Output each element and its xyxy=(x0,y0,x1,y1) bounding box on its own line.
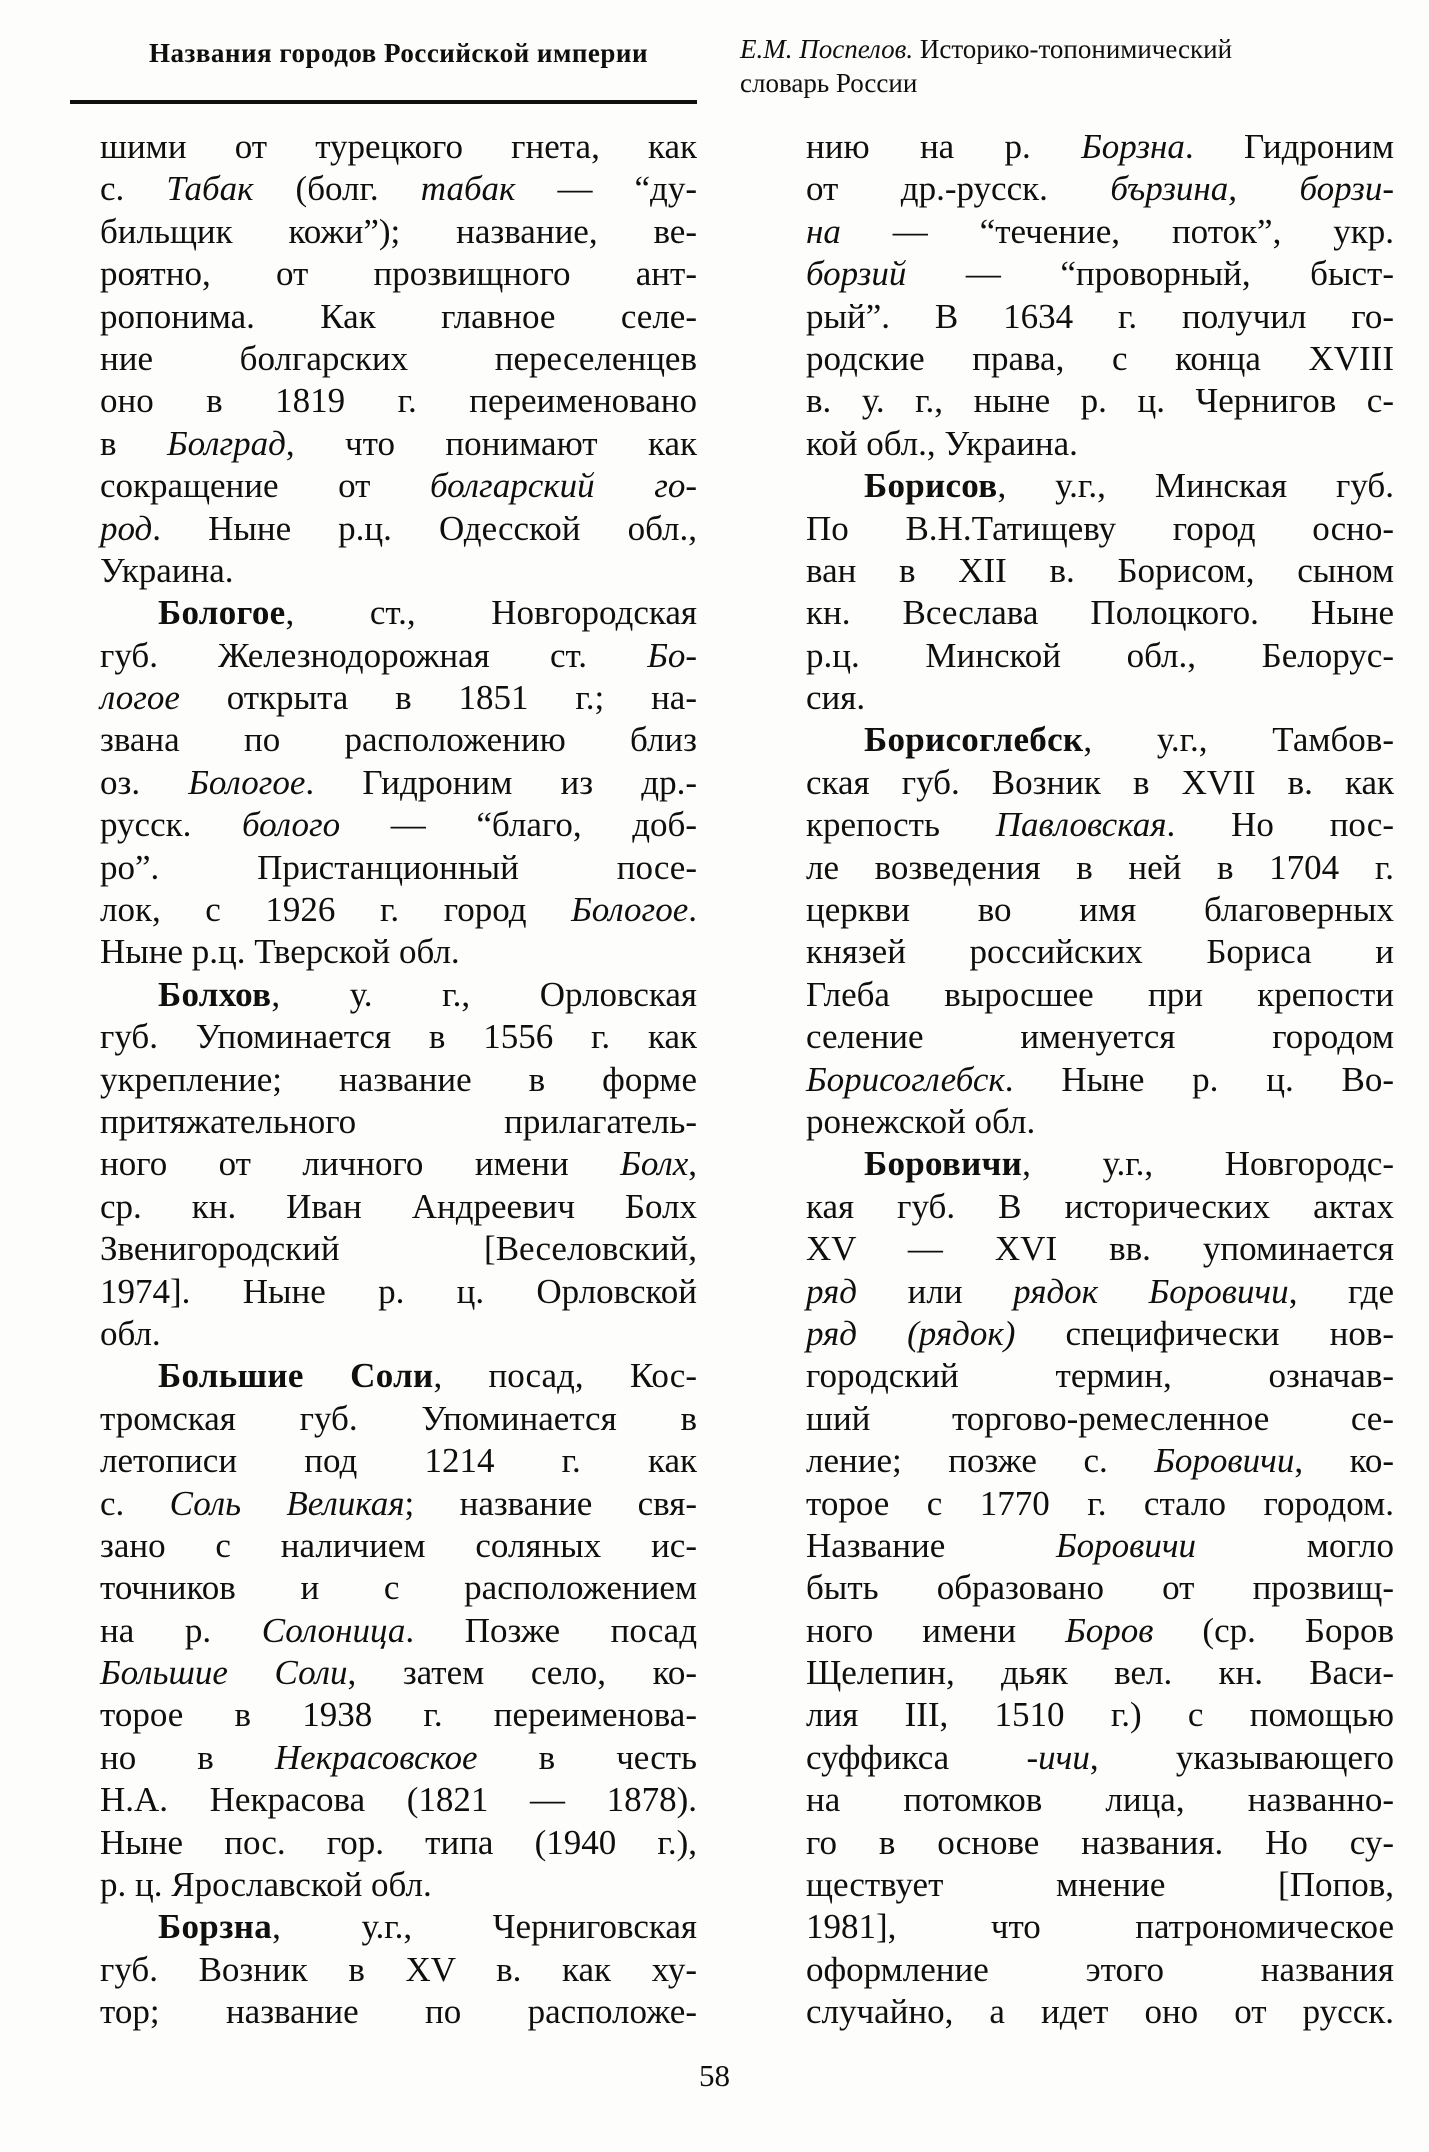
text-line xyxy=(100,1355,697,1397)
text-segment: Солоница xyxy=(261,1610,406,1650)
text-segment: притяжательного прилагатель- xyxy=(100,1101,697,1141)
text-line xyxy=(100,804,697,846)
text-segment: открыта в 1851 г.; на- xyxy=(179,678,697,718)
text-line xyxy=(100,508,697,550)
text-segment: Борисоглебск xyxy=(864,720,1084,760)
text-line xyxy=(806,465,1394,507)
text-segment: ного от личного имени xyxy=(100,1144,621,1184)
text-segment: . Гидроним из др.- xyxy=(305,762,697,802)
text-line xyxy=(806,1398,1394,1440)
text-line xyxy=(100,677,697,719)
text-segment: крепость xyxy=(806,805,996,845)
text-segment: с. xyxy=(100,1483,170,1523)
text-line xyxy=(806,1228,1394,1270)
author-name: Е.М. Поспелов. xyxy=(740,34,914,64)
text-line xyxy=(100,1652,697,1694)
text-segment: оформление этого названия xyxy=(806,1949,1394,1989)
text-segment: звана по расположению близ xyxy=(100,720,697,760)
text-line xyxy=(100,1822,697,1864)
text-segment: случайно, а идет оно от русск. xyxy=(806,1992,1394,2032)
text-segment: . Гидроним xyxy=(1184,127,1394,166)
text-segment: кая губ. В исторических актах xyxy=(806,1186,1394,1226)
text-line xyxy=(100,1694,697,1736)
text-segment: шими от турецкого гнета, как xyxy=(100,127,697,166)
text-line xyxy=(100,211,697,253)
text-segment: губ. Возник в XV в. как ху- xyxy=(100,1949,697,1989)
text-segment: -ичи xyxy=(1026,1737,1090,1777)
text-line xyxy=(806,1694,1394,1736)
text-line xyxy=(806,1271,1394,1313)
text-segment: . Ныне р. ц. Во- xyxy=(1004,1059,1394,1099)
text-segment: р. ц. Ярославской обл. xyxy=(100,1865,432,1905)
text-line xyxy=(100,592,697,634)
text-line xyxy=(100,338,697,380)
text-segment: бързина, борзи- xyxy=(1110,169,1394,209)
text-segment: или xyxy=(857,1271,1014,1311)
text-line xyxy=(100,168,697,210)
book-title: Историко-топонимический xyxy=(913,34,1233,64)
text-segment: в честь xyxy=(477,1737,697,1777)
text-segment: на р. xyxy=(100,1610,262,1650)
text-line xyxy=(100,1440,697,1482)
text-line xyxy=(100,1567,697,1609)
text-line xyxy=(806,211,1394,253)
text-line xyxy=(100,1271,697,1313)
text-segment: с. xyxy=(100,169,167,209)
text-segment: , ко- xyxy=(1294,1441,1394,1481)
text-line xyxy=(806,1906,1394,1948)
text-segment: князей российских Бориса и xyxy=(806,932,1394,972)
text-segment: Павловская xyxy=(995,805,1167,845)
text-line xyxy=(806,1567,1394,1609)
text-segment: кой обл., Украина. xyxy=(806,423,1078,463)
text-line xyxy=(100,550,697,592)
text-line xyxy=(806,1864,1394,1906)
text-line xyxy=(100,1228,697,1270)
text-segment: — “ду- xyxy=(515,169,698,209)
text-segment: . Но пос- xyxy=(1166,805,1394,845)
text-segment: болгарский го- xyxy=(430,466,698,506)
text-segment: но в xyxy=(100,1737,275,1777)
text-line xyxy=(100,1864,697,1906)
text-segment: ропонима. Как главное селе- xyxy=(100,296,697,336)
text-segment: роятно, от прозвищного ант- xyxy=(100,254,697,294)
text-segment: Глеба выросшее при крепости xyxy=(806,974,1394,1014)
text-line xyxy=(100,635,697,677)
column-left xyxy=(100,126,697,2034)
text-segment: церкви во имя благоверных xyxy=(806,890,1394,930)
running-title-left: Названия городов Российской империи xyxy=(148,38,649,68)
text-line xyxy=(100,296,697,338)
text-segment: ряд xyxy=(806,1271,858,1311)
text-line xyxy=(806,550,1394,592)
text-segment: тромская губ. Упоминается в xyxy=(100,1398,697,1438)
text-segment: обл. xyxy=(100,1313,161,1353)
text-segment: Бологое xyxy=(158,593,286,633)
text-line xyxy=(806,1991,1394,2033)
text-segment: По В.Н.Татищеву город осно- xyxy=(806,508,1394,548)
text-segment: р.ц. Минской обл., Белорус- xyxy=(806,635,1394,675)
text-segment: летописи под 1214 г. как xyxy=(100,1441,697,1481)
text-segment: , что понимают как xyxy=(285,423,697,463)
text-segment: ние болгарских переселенцев xyxy=(100,338,697,378)
text-line xyxy=(806,168,1394,210)
text-line xyxy=(806,253,1394,295)
text-line xyxy=(100,1525,697,1567)
text-segment: специфически нов- xyxy=(1015,1313,1394,1353)
text-segment: Борисоглебск xyxy=(806,1059,1005,1099)
text-segment: Болград xyxy=(166,423,286,463)
text-line xyxy=(806,1143,1394,1185)
text-segment: оно в 1819 г. переименовано xyxy=(100,381,697,421)
column-right xyxy=(806,126,1394,2034)
text-line xyxy=(100,974,697,1016)
text-line xyxy=(806,931,1394,973)
text-segment: Табак xyxy=(166,169,254,209)
text-segment: губ. Железнодорожная ст. xyxy=(100,635,648,675)
text-segment: — “проворный, быст- xyxy=(906,254,1394,294)
text-line xyxy=(806,296,1394,338)
text-line xyxy=(806,1059,1394,1101)
text-segment: могло xyxy=(1196,1525,1394,1565)
text-line xyxy=(100,1610,697,1652)
text-segment: родские права, с конца XVIII xyxy=(806,338,1394,378)
text-segment: ле возведения в ней в 1704 г. xyxy=(806,847,1394,887)
text-segment: ван в XII в. Борисом, сыном xyxy=(806,550,1394,590)
text-segment: нию на р. xyxy=(806,127,1082,166)
text-line xyxy=(806,1610,1394,1652)
text-segment: Боровичи xyxy=(864,1144,1023,1184)
text-segment: рый”. В 1634 г. получил го- xyxy=(806,296,1394,336)
text-segment: бильщик кожи”); название, ве- xyxy=(100,211,697,251)
text-segment: , у. г., Орловская xyxy=(271,974,697,1014)
text-line xyxy=(100,762,697,804)
text-segment: . Позже посад xyxy=(405,1610,697,1650)
text-segment: логое xyxy=(100,678,180,718)
text-segment: Ныне р.ц. Тверской обл. xyxy=(100,932,460,972)
text-line xyxy=(100,1779,697,1821)
text-segment: , у.г., Тамбов- xyxy=(1083,720,1394,760)
text-line xyxy=(806,1525,1394,1567)
text-segment: ронежской обл. xyxy=(806,1101,1036,1141)
text-segment: быть образовано от прозвищ- xyxy=(806,1568,1394,1608)
text-segment: Украина. xyxy=(100,550,234,590)
text-segment: Большие Соли xyxy=(100,1653,348,1693)
text-segment: (болг. xyxy=(253,169,421,209)
text-segment: , посад, Кос- xyxy=(433,1356,697,1396)
text-line xyxy=(806,423,1394,465)
text-line xyxy=(806,1186,1394,1228)
text-line xyxy=(806,338,1394,380)
header-rule xyxy=(70,100,697,104)
text-segment: , ст., Новгородская xyxy=(285,593,697,633)
text-line xyxy=(100,1949,697,1991)
text-segment: XV — XVI вв. упоминается xyxy=(806,1229,1394,1269)
text-segment: лия III, 1510 г.) с помощью xyxy=(806,1695,1394,1735)
text-line xyxy=(100,1186,697,1228)
text-segment: точников и с расположением xyxy=(100,1568,697,1608)
text-segment: Борзна xyxy=(1081,127,1185,166)
text-segment: , у.г., Новгородс- xyxy=(1022,1144,1394,1184)
text-segment: Звенигородский [Веселовский, xyxy=(100,1229,697,1269)
text-segment: Болхов xyxy=(158,974,272,1014)
text-segment: Н.А. Некрасова (1821 — 1878). xyxy=(100,1780,697,1820)
text-segment: , где xyxy=(1288,1271,1394,1311)
text-segment: кн. Всеслава Полоцкого. Ныне xyxy=(806,593,1394,633)
text-segment: оз. xyxy=(100,762,189,802)
text-segment: ший торгово-ремесленное се- xyxy=(806,1398,1394,1438)
text-line xyxy=(100,931,697,973)
text-segment: ного имени xyxy=(806,1610,1066,1650)
text-segment: Некрасовское xyxy=(274,1737,478,1777)
text-segment: Большие Соли xyxy=(158,1356,434,1396)
text-segment: городский термин, означав- xyxy=(806,1356,1394,1396)
text-segment: сия. xyxy=(806,678,866,718)
text-segment: , затем село, ко- xyxy=(347,1653,697,1693)
text-segment: го в основе названия. Но су- xyxy=(806,1822,1394,1862)
text-line xyxy=(806,974,1394,1016)
text-segment: в xyxy=(100,423,167,463)
text-segment: Боров xyxy=(1065,1610,1154,1650)
text-segment: . Ныне р.ц. Одесской обл., xyxy=(152,508,697,548)
text-segment: от др.-русск. xyxy=(806,169,1111,209)
text-line xyxy=(806,1313,1394,1355)
text-segment: русск. xyxy=(100,805,242,845)
text-segment: , у.г., Черниговская xyxy=(272,1907,697,1947)
text-line xyxy=(806,126,1394,168)
text-segment: на xyxy=(806,211,841,251)
text-line xyxy=(806,804,1394,846)
text-segment: Бологое xyxy=(188,762,306,802)
text-line xyxy=(100,1059,697,1101)
text-line xyxy=(806,1440,1394,1482)
text-segment: , указывающего xyxy=(1089,1737,1394,1777)
text-segment: ; название свя- xyxy=(404,1483,697,1523)
text-segment: борзий xyxy=(806,254,907,294)
text-line xyxy=(100,1991,697,2033)
text-line xyxy=(806,1483,1394,1525)
text-segment: Борзна xyxy=(158,1907,273,1947)
text-line xyxy=(806,380,1394,422)
text-segment: ро”. Пристанционный посе- xyxy=(100,847,697,887)
text-line xyxy=(806,1101,1394,1143)
text-line xyxy=(100,1016,697,1058)
text-line xyxy=(806,889,1394,931)
text-line xyxy=(806,635,1394,677)
text-segment: суффикса xyxy=(806,1737,1027,1777)
text-line xyxy=(100,889,697,931)
text-segment: 1981], что патрономическое xyxy=(806,1907,1394,1947)
text-segment: — “течение, поток”, укр. xyxy=(840,211,1394,251)
text-segment: — “благо, доб- xyxy=(340,805,697,845)
text-segment: , xyxy=(688,1144,697,1184)
text-segment: тор; название по расположе- xyxy=(100,1992,697,2032)
text-line xyxy=(100,380,697,422)
text-segment: Название xyxy=(806,1525,1056,1565)
text-segment: Ныне пос. гор. типа (1940 г.), xyxy=(100,1822,697,1862)
text-segment: ср. кн. Иван Андреевич Болх xyxy=(100,1186,697,1226)
text-segment: ществует мнение [Попов, xyxy=(806,1865,1394,1905)
text-line xyxy=(100,1483,697,1525)
text-line xyxy=(806,719,1394,761)
text-line xyxy=(806,1822,1394,1864)
running-title-right-line1 xyxy=(740,32,1380,66)
page-number: 58 xyxy=(699,2058,730,2093)
text-segment: 1974]. Ныне р. ц. Орловской xyxy=(100,1271,697,1311)
text-segment: Бо- xyxy=(647,635,697,675)
text-line xyxy=(806,1737,1394,1779)
text-segment: лок, с 1926 г. город xyxy=(100,890,572,930)
running-title-right-line2: словарь России xyxy=(740,68,918,98)
text-segment: сокращение от xyxy=(100,466,431,506)
text-line xyxy=(806,1355,1394,1397)
text-segment: зано с наличием соляных ис- xyxy=(100,1525,697,1565)
text-segment: Боровичи xyxy=(1154,1441,1295,1481)
text-line xyxy=(806,1949,1394,1991)
text-segment: . xyxy=(688,890,697,930)
text-segment: рядок Боровичи xyxy=(1013,1271,1289,1311)
text-segment: Бологое xyxy=(571,890,689,930)
running-title-right xyxy=(740,32,1380,100)
text-segment: Соль Великая xyxy=(169,1483,405,1523)
text-line xyxy=(806,1016,1394,1058)
text-segment: род xyxy=(100,508,153,548)
text-line xyxy=(100,423,697,465)
text-segment: Болх xyxy=(620,1144,689,1184)
text-line xyxy=(100,1398,697,1440)
text-line xyxy=(100,847,697,889)
text-line xyxy=(100,719,697,761)
text-segment: укрепление; название в форме xyxy=(100,1059,697,1099)
text-line xyxy=(100,253,697,295)
text-line xyxy=(806,1652,1394,1694)
text-line xyxy=(100,1143,697,1185)
text-segment: торое в 1938 г. переименова- xyxy=(100,1695,697,1735)
text-segment: ская губ. Возник в XVII в. как xyxy=(806,762,1394,802)
text-line xyxy=(100,465,697,507)
text-segment: Борисов xyxy=(864,466,998,506)
text-segment: ряд (рядок) xyxy=(806,1313,1016,1353)
text-line xyxy=(100,1906,697,1948)
text-line xyxy=(100,1737,697,1779)
text-line xyxy=(806,677,1394,719)
text-line xyxy=(806,592,1394,634)
text-line xyxy=(100,1313,697,1355)
text-segment: Боровичи xyxy=(1056,1525,1197,1565)
text-segment: табак xyxy=(420,169,516,209)
text-segment: в. у. г., ныне р. ц. Чернигов с- xyxy=(806,381,1394,421)
text-segment: селение именуется городом xyxy=(806,1017,1394,1057)
text-line xyxy=(806,762,1394,804)
text-segment: Щелепин, дьяк вел. кн. Васи- xyxy=(806,1653,1394,1693)
text-line xyxy=(806,847,1394,889)
text-segment: болого xyxy=(242,805,341,845)
text-segment: на потомков лица, названно- xyxy=(806,1780,1394,1820)
text-segment: (ср. Боров xyxy=(1153,1610,1394,1650)
text-segment: торое с 1770 г. стало городом. xyxy=(806,1483,1394,1523)
text-line xyxy=(100,126,697,168)
text-line xyxy=(100,1101,697,1143)
text-line xyxy=(806,1779,1394,1821)
text-line xyxy=(806,508,1394,550)
text-segment: губ. Упоминается в 1556 г. как xyxy=(100,1017,697,1057)
text-segment: , у.г., Минская губ. xyxy=(997,466,1394,506)
text-segment: ление; позже с. xyxy=(806,1441,1155,1481)
